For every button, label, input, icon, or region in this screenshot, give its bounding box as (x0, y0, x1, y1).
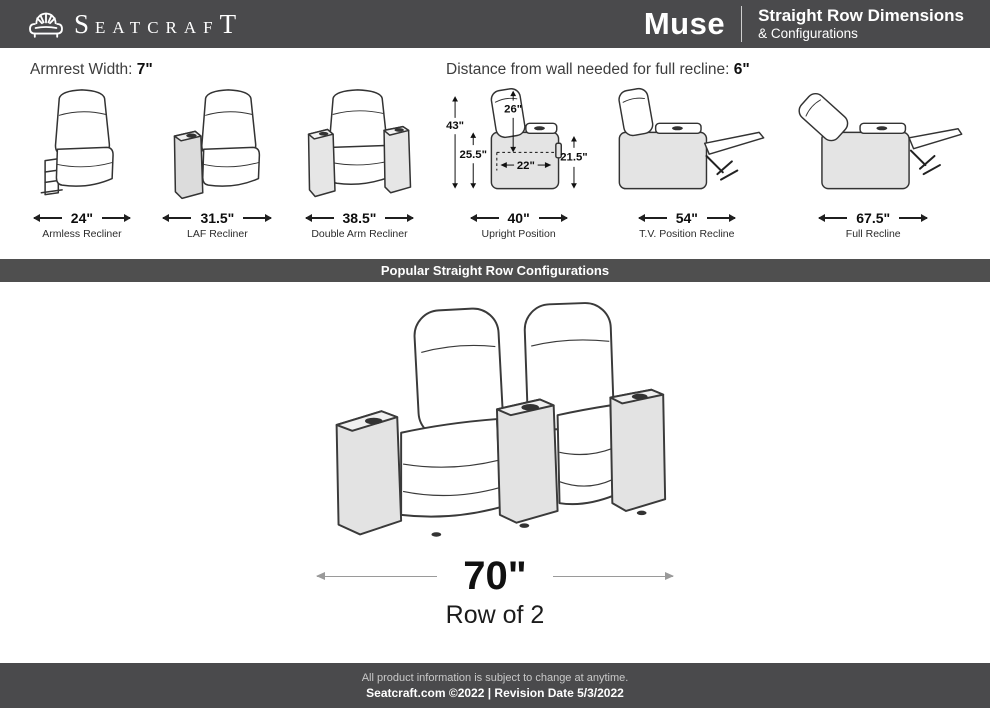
right-arrow-icon (102, 217, 130, 218)
chair-card-full-recline (782, 87, 964, 240)
left-arrow-icon (471, 217, 499, 218)
armless-recliner-drawing (30, 87, 134, 205)
row-configuration-area (0, 282, 990, 663)
dim-total-height: 43" (446, 119, 465, 132)
recline-title-value: 6" (733, 61, 750, 78)
chair-width: 67.5" (856, 210, 891, 226)
chair-card-armless (30, 87, 134, 240)
row-width-dim (317, 554, 672, 599)
dimensions-section (0, 48, 990, 259)
row-config-label: Row of 2 (445, 601, 545, 629)
armrest-width-title (30, 61, 418, 79)
dim-row (306, 210, 414, 226)
brand (26, 7, 242, 41)
dim-seat-depth: 22" (516, 160, 535, 173)
dim-row (639, 210, 735, 226)
armrest-title-label: Armrest Width: (30, 61, 133, 78)
right-arrow-icon (385, 217, 413, 218)
left-arrow-icon (819, 217, 847, 218)
config-section-bar (0, 259, 990, 282)
recline-chair-row (446, 87, 964, 240)
dim-row (819, 210, 927, 226)
chair-card-laf (163, 87, 271, 240)
chair-name: Armless Recliner (42, 228, 122, 240)
chair-width: 24" (70, 210, 94, 226)
left-arrow-icon (306, 217, 334, 218)
chair-width: 31.5" (200, 210, 235, 226)
brand-letter: S (74, 8, 96, 39)
laf-recliner-drawing (165, 87, 271, 205)
subtitle-line2: & Configurations (758, 26, 858, 42)
header-subtitle (758, 6, 964, 41)
double-arm-recliner-drawing (301, 87, 418, 205)
left-arrow-icon (163, 217, 191, 218)
armchair-logo-icon (26, 7, 66, 41)
brand-name (74, 9, 242, 40)
row-of-2-drawing (319, 296, 671, 548)
chair-name: Upright Position (481, 228, 556, 240)
left-arrow-icon (639, 217, 667, 218)
footer-bar (0, 663, 990, 708)
dim-seat-back-height: 25.5" (459, 148, 487, 161)
chair-card-tv-position (603, 87, 771, 240)
chair-name: LAF Recliner (187, 228, 248, 240)
right-arrow-icon (899, 217, 927, 218)
recline-title (446, 61, 964, 79)
header-divider (741, 6, 742, 42)
right-arrow-icon (539, 217, 567, 218)
left-arrow-icon (34, 217, 62, 218)
right-arrow-icon (707, 217, 735, 218)
chair-name: Full Recline (845, 228, 901, 240)
chair-card-upright (446, 87, 591, 240)
chair-width: 38.5" (342, 210, 377, 226)
row-width-value: 70" (463, 554, 527, 598)
tv-position-drawing (603, 87, 771, 205)
footer-disclaimer: All product information is subject to change at anytime. (361, 671, 629, 684)
chair-card-double-arm (301, 87, 418, 240)
left-arrow-icon (317, 576, 437, 578)
dim-front-height: 21.5" (560, 151, 588, 164)
chair-width: 40" (507, 210, 530, 226)
right-arrow-icon (553, 576, 673, 578)
full-recline-drawing (782, 87, 964, 205)
armrest-width-block (30, 61, 418, 259)
dim-row (471, 210, 567, 226)
config-bar-title: Popular Straight Row Configurations (380, 263, 610, 278)
recline-title-label: Distance from wall needed for full recline: (446, 61, 730, 78)
model-name: Muse (643, 6, 726, 41)
dim-row (163, 210, 271, 226)
chair-width: 54" (675, 210, 698, 226)
dim-row (34, 210, 130, 226)
armrest-title-value: 7" (136, 61, 153, 78)
header-title-group (644, 6, 964, 42)
brand-letters: EATCRAF (95, 17, 220, 37)
recline-distance-block (446, 61, 964, 259)
footer-revision: Seatcraft.com ©2022 | Revision Date 5/3/2022 (366, 685, 624, 700)
header-bar (0, 0, 990, 48)
subtitle-line1: Straight Row Dimensions (758, 6, 964, 26)
brand-letter: T (219, 8, 243, 39)
chair-name: Double Arm Recliner (311, 228, 408, 240)
chair-name: T.V. Position Recline (639, 228, 735, 240)
armrest-chair-row (30, 87, 418, 240)
upright-position-drawing (446, 87, 591, 205)
dim-back-height: 26" (504, 103, 523, 116)
right-arrow-icon (243, 217, 271, 218)
